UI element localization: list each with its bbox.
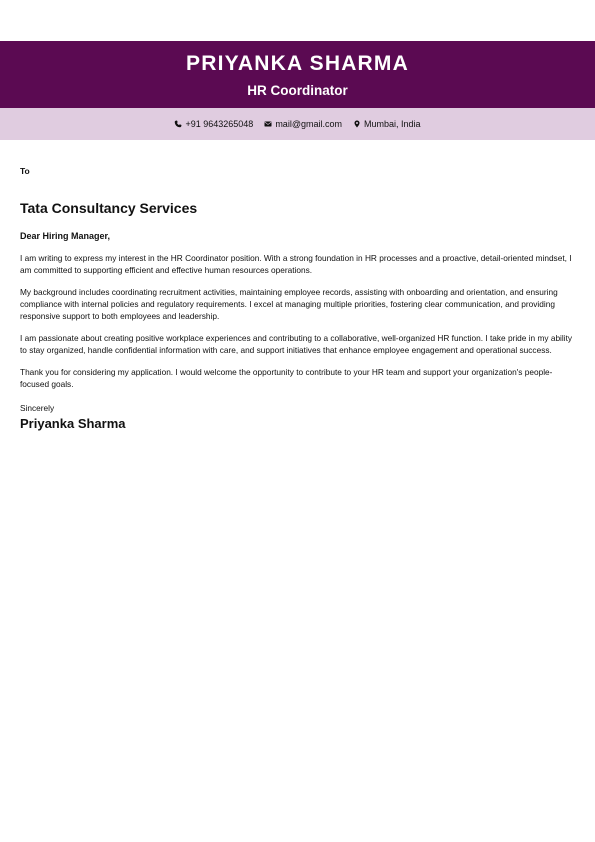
paragraph-2: My background includes coordinating recruitment activities, maintaining employee records, assisting with onboarding and orientation, and ensuring compliance with internal policies and regulatory requirements. I excel at managing multiple priorities, fostering clear communication, and providing responsive support to both employees and leadership. [20,287,558,321]
recipient-company: Tata Consultancy Services [20,200,198,216]
email-text: mail@gmail.com [275,119,342,129]
salutation: Dear Hiring Manager, [20,231,111,241]
phone-icon [174,120,182,128]
phone-text: +91 9643265048 [185,119,254,129]
paragraph-3: I am passionate about creating positive workplace experiences and contributing to a collaborative, well-organized HR function. I take pride in my ability to stay organized, handle confidential information with care, and support initiatives that enhance employee engagement and operational success. [20,333,573,355]
contact-phone [174,119,253,129]
to-label: To [20,166,30,176]
closing: Sincerely [20,403,55,413]
contact-location [353,119,421,129]
applicant-name: PRIYANKA SHARMA [186,52,409,75]
contact-bar [0,108,595,140]
signature-name: Priyanka Sharma [20,416,126,431]
envelope-icon [264,120,272,128]
location-text: Mumbai, India [363,119,421,129]
header-banner [0,41,595,108]
map-marker-icon [353,120,361,128]
contact-email [264,119,342,129]
job-title: HR Coordinator [247,83,348,98]
paragraph-4: Thank you for considering my application. I would welcome the opportunity to contribute to your HR team and support your organization's people-focused goals. [20,367,553,389]
paragraph-1: I am writing to express my interest in the HR Coordinator position. With a strong foundation in HR processes and a proactive, detail-oriented mindset, I am committed to supporting efficient and effective human resources operations. [20,253,572,275]
letter-body [20,165,575,432]
